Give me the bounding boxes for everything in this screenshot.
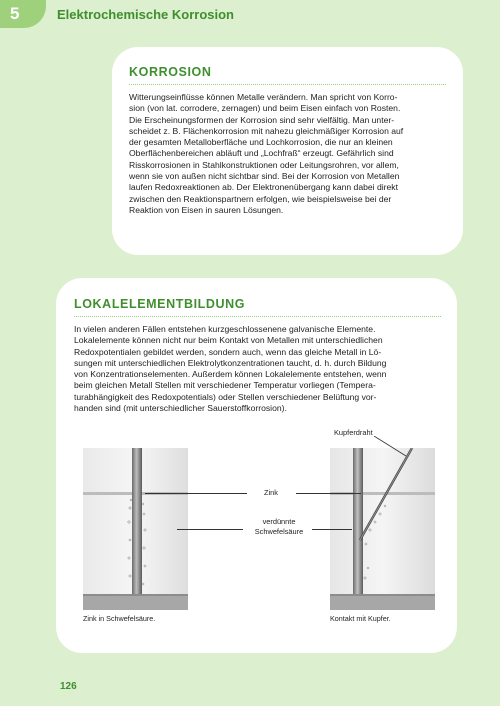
text-line: Die Erscheinungsformen der Korrosion sind sehr vielfältig. Man unter- <box>129 114 395 125</box>
text-line: sion (von lat. corrodere, zernagen) und beim Eisen einfach von Rosten. <box>129 103 401 114</box>
text-line: handen sind (mit unterschiedlicher Sauerstoffkorrosion). <box>74 403 287 414</box>
acid-leader-right <box>312 529 352 530</box>
copper-wire-leader-line <box>372 436 412 460</box>
lokalelement-card <box>56 278 457 653</box>
caption-right: Kontakt mit Kupfer. <box>330 614 391 624</box>
text-line: scheidet z. B. Flächenkorrosion mit nahezu gleichmäßiger Korrosion auf <box>129 125 404 136</box>
text-line: der gesamten Metalloberfläche und Lochkorrosion, die nur an kleinen <box>129 137 393 148</box>
chapter-number: 5 <box>10 4 20 23</box>
copper-wire-label: Kupferdraht <box>334 428 373 438</box>
korrosion-heading: KORROSION <box>129 65 446 85</box>
text-line: Oberflächenbereichen abläuft und „Lochfraß“ erzeugt. Gefährlich sind <box>129 148 394 159</box>
acid-label: verdünnte Schwefelsäure <box>254 517 304 536</box>
experiment-figure <box>74 428 441 624</box>
page-number: 126 <box>60 681 77 692</box>
text-line: sungen mit unterschiedlichen Elektrolytkonzentrationen taucht, d. h. durch Bildung <box>74 357 387 368</box>
text-line: In vielen anderen Fällen entstehen kurzgeschlossenene galvanische Elemente. <box>74 324 376 334</box>
zinc-leader-right <box>296 493 361 494</box>
caption-left: Zink in Schwefelsäure. <box>83 614 156 624</box>
korrosion-text <box>129 92 446 216</box>
lokalelement-heading: LOKALELEMENTBILDUNG <box>74 297 441 317</box>
text-line: Risskorrosionen in Stahlkonstruktionen oder Leitungsrohren, vor allem, <box>129 159 399 170</box>
acid-leader-left <box>177 529 243 530</box>
text-line: wenn sie von außen nicht sichtbar sind. Bei der Korrosion von Metallen <box>129 171 400 182</box>
chapter-title: Elektrochemische Korrosion <box>57 7 234 22</box>
korrosion-card <box>112 47 463 255</box>
text-line: zwischen den Reaktionspartnern erfolgen, wie beispielsweise bei der <box>129 193 392 204</box>
text-line: Witterungseinflüsse können Metalle verändern. Man spricht von Korro- <box>129 92 398 102</box>
zinc-in-acid-photo <box>83 448 188 610</box>
text-line: Lokalelemente können nicht nur beim Kontakt von Metallen mit unterschiedlichen <box>74 335 383 346</box>
text-line: Reaktion von Eisen in sauren Lösungen. <box>129 204 284 215</box>
text-line: Redoxpotentialen gebildet werden, sondern auch, wenn das gleiche Metall in Lö- <box>74 346 382 357</box>
zinc-label: Zink <box>264 488 278 498</box>
text-line: turabhängigkeit des Redoxpotentials) oder Stellen verschiedener Belüftung vor- <box>74 391 377 402</box>
chapter-number-tab <box>0 0 46 28</box>
zinc-leader-left <box>145 493 247 494</box>
lokalelement-text <box>74 324 441 414</box>
text-line: von Konzentrationselementen. Außerdem können Lokalelemente entstehen, wenn <box>74 369 387 380</box>
text-line: beim gleichen Metall Stellen mit verschiedener Temperatur vorliegen (Tempera- <box>74 380 376 391</box>
text-line: laufen Redoxreaktionen ab. Der Elektronenübergang kann dabei direkt <box>129 182 398 193</box>
